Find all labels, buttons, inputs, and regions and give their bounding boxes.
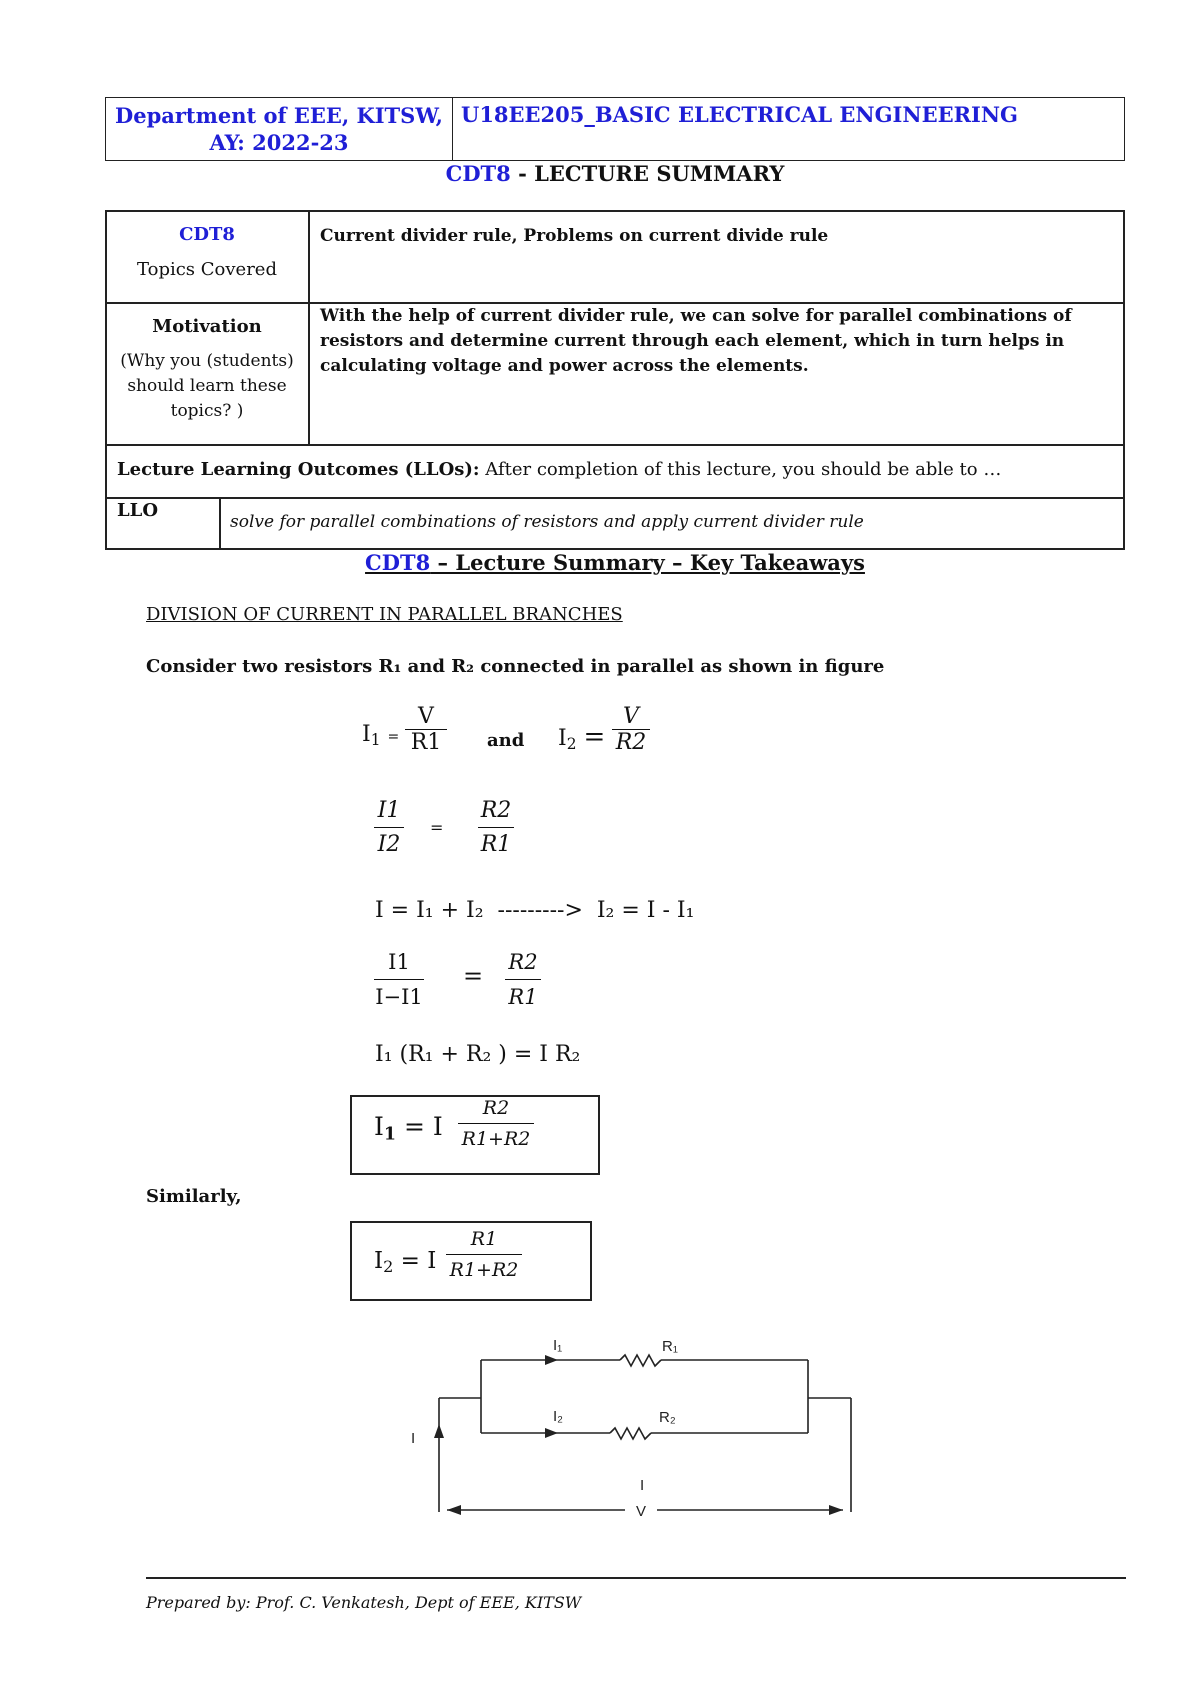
- topics-label: Topics Covered: [137, 259, 277, 280]
- summary-title: [0, 161, 1200, 186]
- parallel-circuit-diagram: [395, 1320, 865, 1530]
- motivation-label: Motivation: [152, 316, 262, 337]
- circuit-label-r2: R₂: [659, 1409, 676, 1426]
- llo-heading-rest: After completion of this lecture, you should be able to …: [479, 459, 1002, 480]
- divider: [105, 497, 1125, 499]
- circuit-label-i-bottom: I: [640, 1477, 645, 1494]
- summary-title-text: - LECTURE SUMMARY: [510, 161, 785, 186]
- and-text: and: [487, 730, 525, 751]
- circuit-label-i: I: [411, 1430, 416, 1447]
- llo-heading-bold: Lecture Learning Outcomes (LLOs):: [117, 459, 480, 480]
- divider: [308, 210, 310, 446]
- footer-text: Prepared by: Prof. C. Venkatesh, Dept of EEE, KITSW: [146, 1593, 582, 1612]
- similarly-text: Similarly,: [146, 1186, 242, 1207]
- circuit-label-i2: I₂: [553, 1408, 563, 1425]
- topics-cell: [107, 224, 307, 280]
- eq-3-equals: =: [463, 962, 484, 990]
- circuit-label-r1: R₁: [662, 1338, 678, 1355]
- eq-i1-label: $I_1$ =: [362, 722, 400, 749]
- llo-heading: [117, 459, 1117, 480]
- eq-i1-fraction: V R1: [405, 704, 447, 755]
- eq-ratio-right: R2 R1: [478, 798, 514, 857]
- course-cell: [453, 98, 1125, 161]
- department-cell: [106, 98, 453, 161]
- divider: [105, 444, 1125, 446]
- kcl-equation: I = I₁ + I₂ ---------> I₂ = I - I₁: [375, 898, 695, 923]
- eq-r2-over-r1: R2 R1: [505, 950, 541, 1009]
- department-name: Department of EEE, KITSW,: [115, 103, 443, 128]
- academic-year: AY: 2022-23: [209, 130, 349, 155]
- expand-equation: I₁ (R₁ + R₂ ) = I R₂: [375, 1042, 581, 1067]
- motivation-cell: [107, 316, 307, 424]
- takeaways-text: – Lecture Summary – Key Takeaways: [430, 550, 865, 575]
- eq-i1-over-i-minus-i1: I1 I−I1: [375, 950, 423, 1009]
- eq-ratio-equals: =: [430, 818, 444, 837]
- topics-text: Current divider rule, Problems on current divide rule: [320, 226, 829, 246]
- topics-code: CDT8: [179, 224, 235, 245]
- eq-i2-label: $I_2$ =: [558, 722, 606, 753]
- motivation-question: (Why you (students) should learn these topics? ): [120, 351, 294, 421]
- circuit-label-v: V: [636, 1503, 647, 1520]
- header-table: [105, 97, 1125, 161]
- footer-divider: [146, 1577, 1126, 1579]
- llo-label: LLO: [117, 500, 158, 521]
- intro-text: Consider two resistors R₁ and R₂ connected in parallel as shown in figure: [146, 656, 885, 677]
- motivation-text: With the help of current divider rule, we can solve for parallel combinations of resistors and determine current through each element, which in turn helps in calculating voltage and power across the elements.: [320, 306, 1072, 376]
- summary-code: CDT8: [445, 161, 511, 186]
- divider: [219, 497, 221, 550]
- i2-result-label: $I_2 = I$: [374, 1248, 437, 1277]
- eq-i2-fraction: V R2: [612, 704, 650, 755]
- i1-result-label: $I_1 = I$: [374, 1112, 443, 1145]
- i1-result-fraction: R2 R1+R2: [458, 1097, 534, 1150]
- course-title: U18EE205_BASIC ELECTRICAL ENGINEERING: [461, 102, 1018, 127]
- section-heading: DIVISION OF CURRENT IN PARALLEL BRANCHES: [146, 604, 623, 625]
- llo-text: solve for parallel combinations of resistors and apply current divider rule: [230, 512, 864, 532]
- circuit-label-i1: I₁: [553, 1337, 563, 1354]
- takeaways-code: CDT8: [365, 550, 431, 575]
- i2-result-fraction: R1 R1+R2: [446, 1228, 522, 1281]
- takeaways-title: [0, 550, 1200, 575]
- eq-ratio-left: I1 I2: [374, 798, 404, 857]
